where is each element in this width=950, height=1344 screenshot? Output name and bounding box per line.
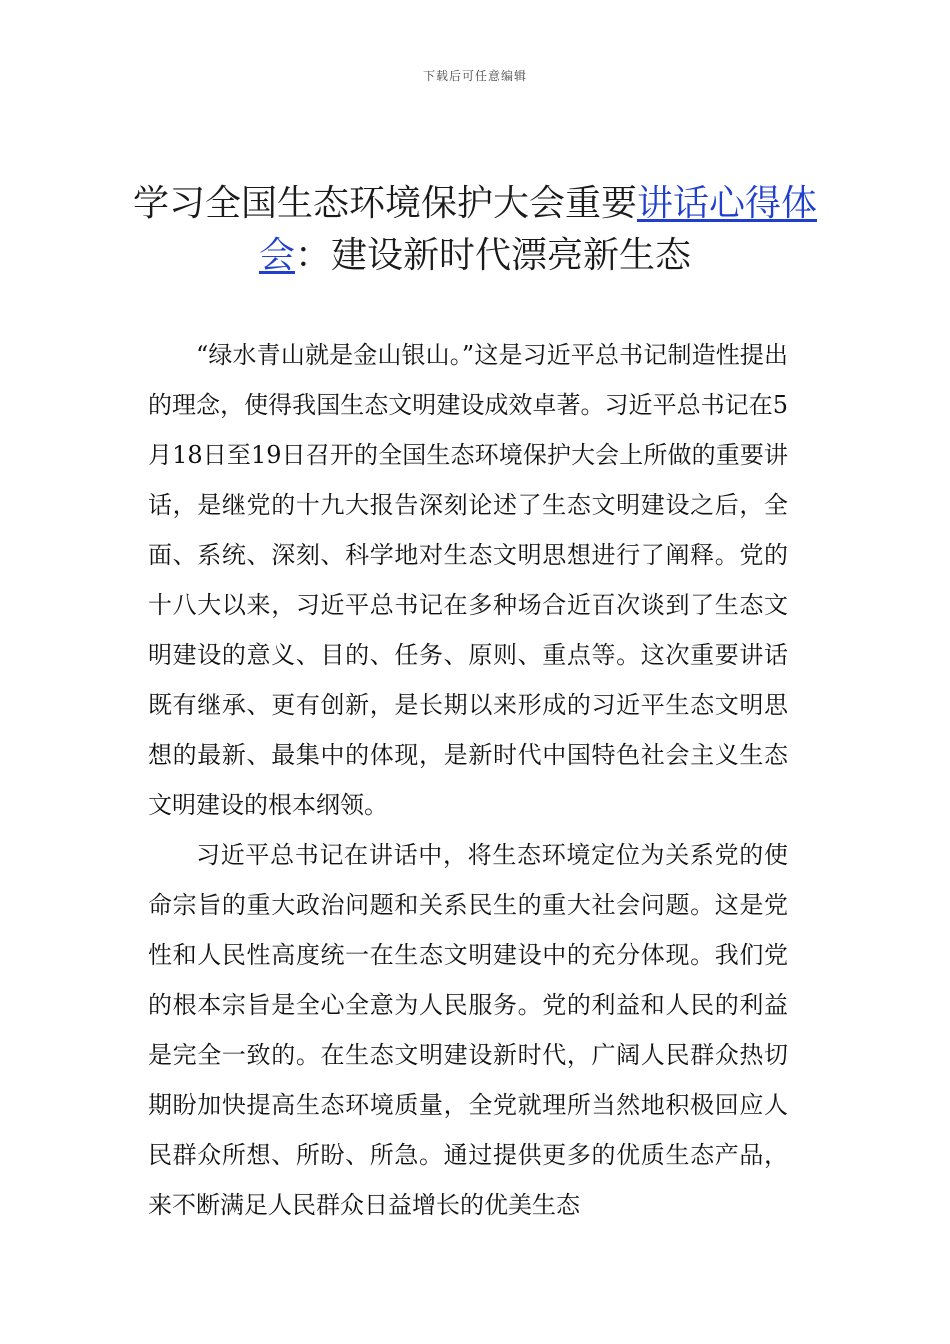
document-title [120, 178, 830, 282]
title-link[interactable]: 讲话心得体会 [258, 183, 818, 276]
paragraph-1: “绿水青山就是金山银山。”这是习近平总书记制造性提出的理念，使得我国生态文明建设成效卓著。习近平总书记在5月18日至19日召开的全国生态环境保护大会上所做的重要讲话，是继党的十九大报告深刻论述了生态文明建设之后，全面、系统、深刻、科学地对生态文明思想进行了阐释。党的十八大以来，习近平总书记在多种场合近百次谈到了生态文明建设的意义、目的、任务、原则、重点等。这次重要讲话既有继承、更有创新，是长期以来形成的习近平生态文明思想的最新、最集中的体现，是新时代中国特色社会主义生态文明建设的根本纲领。 [148, 341, 788, 819]
title-part-2: ：建设新时代漂亮新生态 [295, 235, 692, 276]
document-body [148, 330, 788, 1230]
paragraph-2: 习近平总书记在讲话中，将生态环境定位为关系党的使命宗旨的重大政治问题和关系民生的重大社会问题。这是党性和人民性高度统一在生态文明建设中的充分体现。我们党的根本宗旨是全心全意为人民服务。党的利益和人民的利益是完全一致的。在生态文明建设新时代，广阔人民群众热切期盼加快提高生态环境质量，全党就理所当然地积极回应人民群众所想、所盼、所急。通过提供更多的优质生态产品，来不断满足人民群众日益增长的优美生态 [148, 841, 788, 1219]
header-note: 下载后可任意编辑 [422, 69, 527, 83]
title-part-1: 学习全国生态环境保护大会重要 [132, 183, 637, 224]
